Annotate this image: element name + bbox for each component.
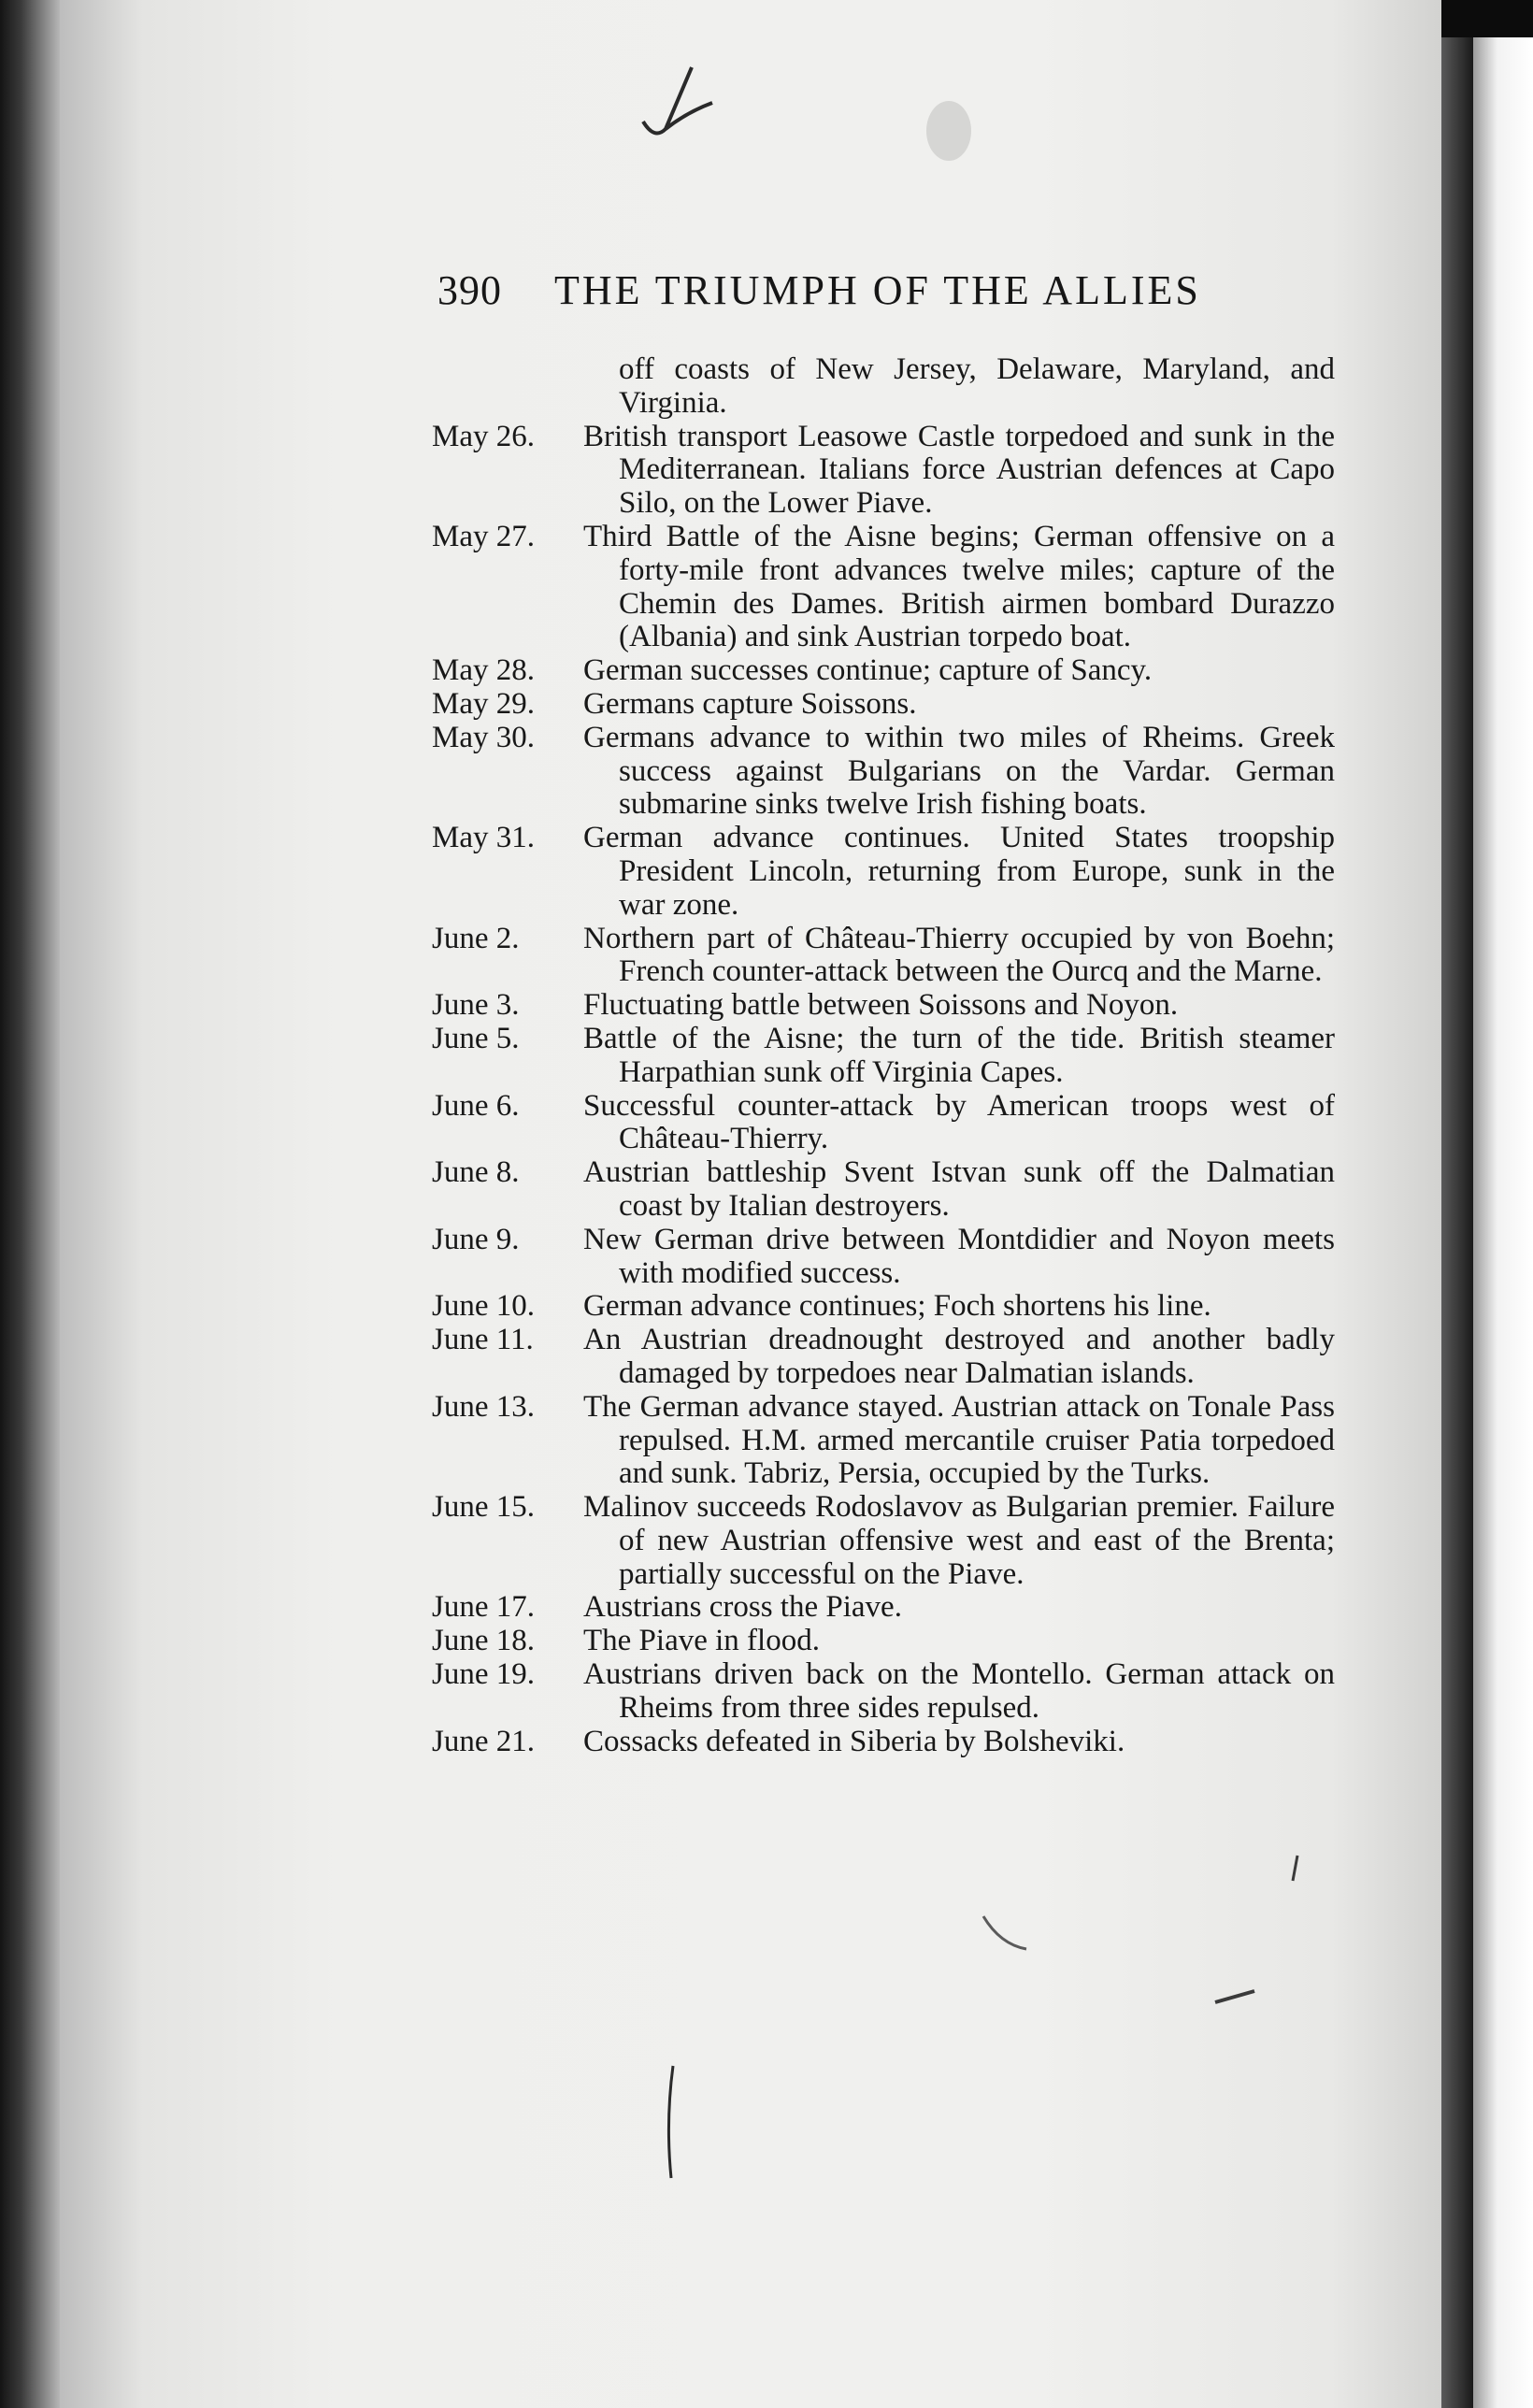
chronology-entry xyxy=(432,688,1335,722)
chronology-entry xyxy=(432,521,1335,654)
entry-text: Northern part of Château-Thierry occupied by von Boehn; French counter-attack between the Ourcq and the Marne. xyxy=(583,921,1335,989)
facing-page-strip xyxy=(1473,37,1533,2408)
entry-text: German successes continue; capture of Sancy. xyxy=(583,653,1153,688)
entry-text: German advance continues; Foch shortens his line. xyxy=(583,1289,1211,1324)
entry-text: Fluctuating battle between Soissons and Noyon. xyxy=(583,988,1179,1023)
entry-date: May 30. xyxy=(432,720,535,754)
chronology-entry xyxy=(432,989,1335,1023)
entry-date xyxy=(432,353,583,421)
entry-date: May 31. xyxy=(432,821,535,855)
chronology-entry xyxy=(432,421,1335,521)
entry-date: June 10. xyxy=(432,1289,535,1324)
book-binding-shadow xyxy=(0,0,60,2408)
entry-text: Austrians cross the Piave. xyxy=(583,1590,902,1625)
entry-text: New German drive between Montdidier and Noyon meets with modified success. xyxy=(583,1222,1335,1290)
chronology-entry xyxy=(432,923,1335,990)
chronology-entry xyxy=(432,1391,1335,1491)
chronology-entry xyxy=(432,1658,1335,1726)
entry-date: May 28. xyxy=(432,653,535,688)
entry-text: Third Battle of the Aisne begins; German offensive on a forty-mile front advances twelve miles; capture of the Chemin des Dames. British airmen bombard Durazzo (Albania) and sink Austrian torpedo boat. xyxy=(583,519,1335,654)
entry-text: The Piave in flood. xyxy=(583,1624,820,1658)
entry-date: June 13. xyxy=(432,1389,535,1424)
entry-date: June 3. xyxy=(432,988,520,1023)
entry-date: June 9. xyxy=(432,1222,520,1256)
chronology-entry xyxy=(432,1090,1335,1157)
chronology-list xyxy=(432,353,1335,1758)
entry-date: June 11. xyxy=(432,1323,534,1357)
page-header xyxy=(437,266,1335,322)
chronology-entry xyxy=(432,722,1335,822)
chronology-entry xyxy=(432,1625,1335,1658)
entry-date: June 2. xyxy=(432,921,520,955)
entry-text: German advance continues. United States troopship President Lincoln, returning from Europe, sunk in the war zone. xyxy=(583,821,1335,922)
entry-text: off coasts of New Jersey, Delaware, Maryland, and Virginia. xyxy=(619,352,1335,420)
page-edge-shadow xyxy=(1441,37,1473,2408)
entry-text: Austrian battleship Svent Istvan sunk off the Dalmatian coast by Italian destroyers. xyxy=(583,1155,1335,1223)
page-number: 390 xyxy=(437,267,502,313)
entry-date: June 17. xyxy=(432,1590,535,1625)
entry-text: Germans advance to within two miles of Rheims. Greek success against Bulgarians on the Vardar. German submarine sinks twelve Irish fishing boats. xyxy=(583,720,1335,822)
entry-date: May 26. xyxy=(432,419,535,453)
chronology-entry xyxy=(432,1591,1335,1625)
chronology-entry xyxy=(432,822,1335,922)
chronology-entry xyxy=(432,1023,1335,1090)
chronology-entry xyxy=(432,1491,1335,1591)
entry-date: June 5. xyxy=(432,1021,520,1055)
chronology-entry xyxy=(432,1290,1335,1324)
chronology-entry xyxy=(432,1156,1335,1224)
chronology-entry xyxy=(432,353,1335,421)
entry-date: June 8. xyxy=(432,1155,520,1190)
entry-text: An Austrian dreadnought destroyed and another badly damaged by torpedoes near Dalmatian islands. xyxy=(583,1323,1335,1390)
entry-date: June 19. xyxy=(432,1657,535,1692)
chronology-entry xyxy=(432,1224,1335,1291)
chronology-entry xyxy=(432,1324,1335,1391)
entry-text: Germans capture Soissons. xyxy=(583,686,917,721)
running-head: THE TRIUMPH OF THE ALLIES xyxy=(554,267,1201,313)
entry-date: June 15. xyxy=(432,1490,535,1525)
entry-date: June 21. xyxy=(432,1724,535,1758)
entry-text: Battle of the Aisne; the turn of the tide. British steamer Harpathian sunk off Virginia Capes. xyxy=(583,1021,1335,1089)
entry-text: Malinov succeeds Rodoslavov as Bulgarian premier. Failure of new Austrian offensive west and east of the Brenta; partially successful on the Piave. xyxy=(583,1490,1335,1591)
entry-date: June 18. xyxy=(432,1624,535,1658)
entry-text: Austrians driven back on the Montello. German attack on Rheims from three sides repulsed. xyxy=(583,1657,1335,1725)
entry-text: The German advance stayed. Austrian attack on Tonale Pass repulsed. H.M. armed mercantile cruiser Patia torpedoed and sunk. Tabriz, Persia, occupied by the Turks. xyxy=(583,1389,1335,1491)
entry-date: June 6. xyxy=(432,1088,520,1123)
entry-text: Successful counter-attack by American troops west of Château-Thierry. xyxy=(583,1088,1335,1156)
entry-text: Cossacks defeated in Siberia by Bolsheviki. xyxy=(583,1724,1125,1758)
chronology-entry xyxy=(432,654,1335,688)
entry-date: May 29. xyxy=(432,686,535,721)
entry-text: British transport Leasowe Castle torpedoed and sunk in the Mediterranean. Italians force Austrian defences at Capo Silo, on the Lower Piave. xyxy=(583,419,1335,521)
entry-date: May 27. xyxy=(432,519,535,553)
chronology-entry xyxy=(432,1726,1335,1759)
